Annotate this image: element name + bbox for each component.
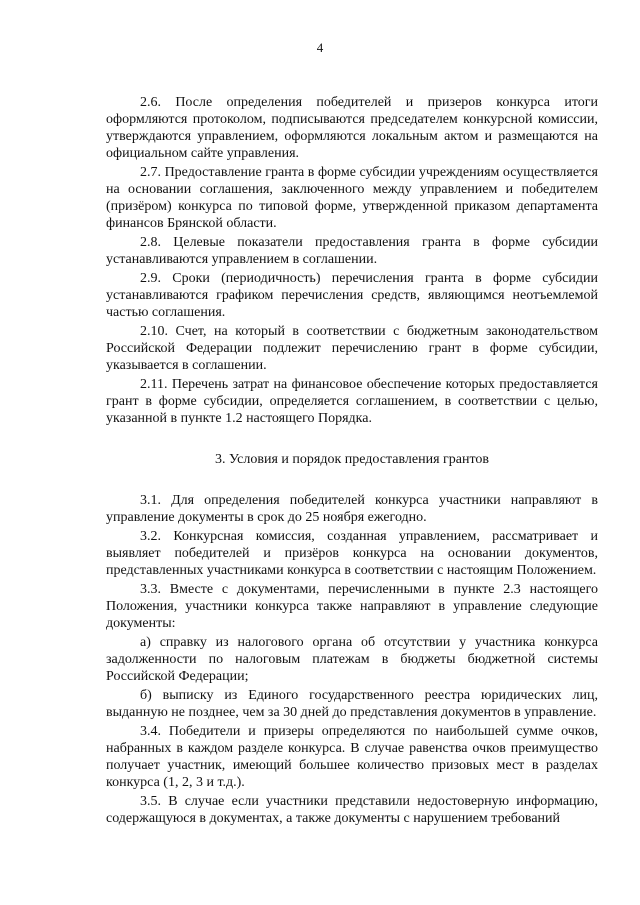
paragraph-3-5: 3.5. В случае если участники представили недостоверную информацию, содержащуюся в документах, а также документы с нарушением требований: [106, 794, 598, 826]
paragraph-3-3: 3.3. Вместе с документами, перечисленными в пункте 2.3 настоящего Положения, участники конкурса также направляют в управление следующие документы:: [106, 582, 598, 631]
document-body: [106, 94, 598, 829]
paragraph-2-7: 2.7. Предоставление гранта в форме субсидии учреждениям осуществляется на основании соглашения, заключенного между управлением и победителем (призёром) конкурса по типовой форме, утвержденной приказом департамента финансов Брянской области.: [106, 165, 598, 231]
page-number: 4: [316, 40, 324, 55]
paragraph-2-9: 2.9. Сроки (периодичность) перечисления гранта в форме субсидии устанавливаются графиком перечисления средств, являющимся неотъемлемой частью соглашения.: [106, 271, 598, 320]
paragraph-2-8: 2.8. Целевые показатели предоставления гранта в форме субсидии устанавливаются управлением в соглашении.: [106, 235, 598, 267]
paragraph-3-3-a: а) справку из налогового органа об отсутствии у участника конкурса задолженности по налоговым платежам в бюджеты бюджетной системы Российской Федерации;: [106, 635, 598, 684]
paragraph-3-4: 3.4. Победители и призеры определяются по наибольшей сумме очков, набранных в каждом разделе конкурса. В случае равенства очков преимущество получает участник, имеющий большее количество призовых мест в разделах конкурса (1, 2, 3 и т.д.).: [106, 724, 598, 790]
paragraph-3-3-b: б) выписку из Единого государственного реестра юридических лиц, выданную не позднее, чем за 30 дней до представления документов в управление.: [106, 688, 598, 720]
paragraph-2-6: 2.6. После определения победителей и призеров конкурса итоги оформляются протоколом, подписываются председателем конкурсной комиссии, утверждаются управлением, оформляются локальным актом и размещаются на официальном сайте управления.: [106, 95, 598, 161]
section-title: 3. Условия и порядок предоставления грантов: [214, 452, 490, 467]
paragraph-2-10: 2.10. Счет, на который в соответствии с бюджетным законодательством Российской Федерации подлежит перечислению грант в форме субсидии, указывается в соглашении.: [106, 324, 598, 373]
paragraph-2-11: 2.11. Перечень затрат на финансовое обеспечение которых предоставляется грант в форме субсидии, определяется соглашением, в соответствии с целью, указанной в пункте 1.2 настоящего Порядка.: [106, 377, 598, 426]
paragraph-3-2: 3.2. Конкурсная комиссия, созданная управлением, рассматривает и выявляет победителей и призёров конкурса на основании документов, представленных участниками конкурса в соответствии с настоящим Положением.: [106, 529, 598, 578]
paragraph-3-1: 3.1. Для определения победителей конкурса участники направляют в управление документы в срок до 25 ноября ежегодно.: [106, 493, 598, 525]
